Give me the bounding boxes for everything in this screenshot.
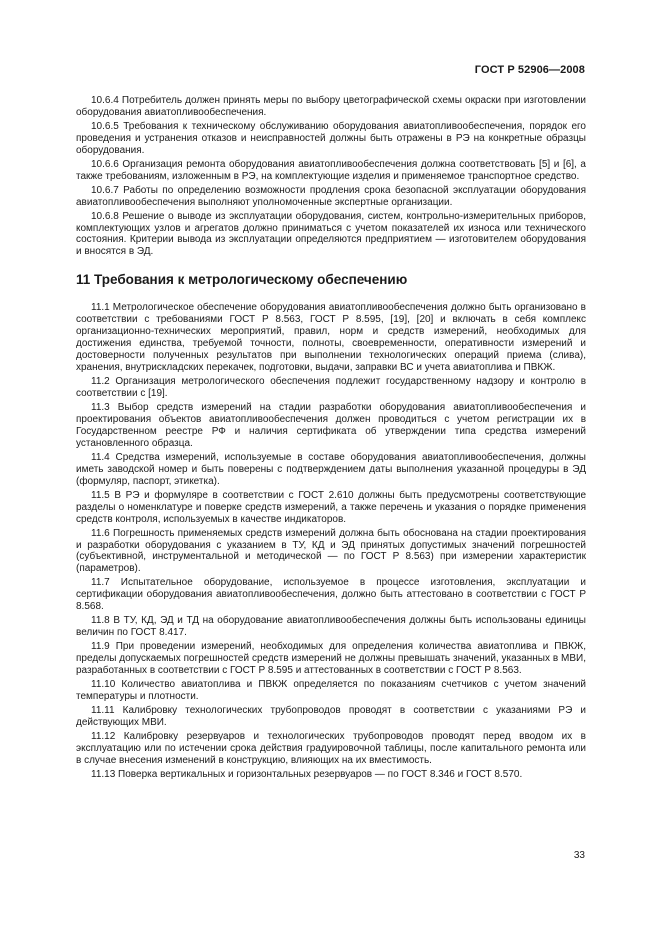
paragraph-10-6-5: 10.6.5 Требования к техническому обслуживанию оборудования авиатопливообеспечения, порядок его проведения и устранения отказов и неисправностей должны быть отражены в РЭ на конкретные образцы оборудования. <box>76 120 586 156</box>
paragraph-11-7: 11.7 Испытательное оборудование, используемое в процессе изготовления, эксплуатации и сертификации оборудования авиатопливообеспечения, должно быть аттестовано в соответствии с ГОСТ Р 8.568. <box>76 577 586 613</box>
paragraph-11-1: 11.1 Метрологическое обеспечение оборудования авиатопливообеспечения должно быть организовано в соответствии с требованиями ГОСТ Р 8.563, ГОСТ Р 8.595, [19], [20] и включать в себя комплекс организационно-технических мероприятий, правил, норм и средств измерений, необходимых для достижения единства, требуемой точности, полноты, своевременности, оперативности измерений и достоверности полученных результатов при выполнении технологических операций приема (слива), хранения, внутрискладских перекачек, подготовки, выдачи, заправки ВС и учета авиатоплива и ПВКЖ. <box>76 302 586 374</box>
paragraph-11-3: 11.3 Выбор средств измерений на стадии разработки оборудования авиатопливообеспечения и проектирования объектов авиатопливообеспечения должен проводиться с учетом регистрации их в Государственном реестре РФ и наличия сертификата об утверждении типа средства измерений установленного образца. <box>76 402 586 449</box>
paragraph-10-6-6: 10.6.6 Организация ремонта оборудования авиатопливообеспечения должна соответствовать [5] и [6], а также требованиям, изложенным в РЭ, на комплектующие изделия и применяемое транспортное средство. <box>76 158 586 182</box>
paragraph-11-2: 11.2 Организация метрологического обеспечения подлежит государственному надзору и контролю в соответствии с [19]. <box>76 376 586 400</box>
document-body <box>76 95 586 783</box>
paragraph-11-13: 11.13 Поверка вертикальных и горизонтальных резервуаров — по ГОСТ 8.346 и ГОСТ 8.570. <box>91 768 523 780</box>
document-header: ГОСТ Р 52906—2008 <box>474 64 585 76</box>
paragraph-10-6-8: 10.6.8 Решение о выводе из эксплуатации оборудования, систем, контрольно-измерительных приборов, комплектующих узлов и агрегатов должно приниматься с учетом показателей их износа или технического состояния. Критерии вывода из эксплуатации определяются предприятием — изготовителем оборудования и вносятся в ЭД. <box>76 210 586 258</box>
paragraph-11-9: 11.9 При проведении измерений, необходимых для определения количества авиатоплива и ПВКЖ, пределы допускаемых погрешностей средств измерений не должны превышать значений, указанных в МВИ, разработанных в соответствии с ГОСТ Р 8.595 и аттестованных в соответствии с ГОСТ Р 8.563. <box>76 641 586 677</box>
paragraph-11-4: 11.4 Средства измерений, используемые в составе оборудования авиатопливообеспечения, должны иметь заводской номер и быть поверены с подтверждением даты выполнения указанной процедуры в ЭД (формуляр, паспорт, этикетка). <box>76 451 586 487</box>
paragraph-11-6: 11.6 Погрешность применяемых средств измерений должна быть обоснована на стадии проектирования и разработки оборудования с указанием в ТУ, КД и ЭД принятых допустимых значений погрешностей (субъективной, инструментальной и методической — по ГОСТ Р 8.563) при измерении характеристик (параметров). <box>76 527 586 575</box>
paragraph-11-12: 11.12 Калибровку резервуаров и технологических трубопроводов проводят перед вводом их в эксплуатацию или по истечении срока действия градуировочной таблицы, после капитального ремонта или в случае внесения изменений в конструкцию, влияющих на их вместимость. <box>76 730 586 766</box>
section-title: 11 Требования к метрологическому обеспечению <box>76 272 408 288</box>
paragraph-11-11: 11.11 Калибровку технологических трубопроводов проводят в соответствии с указаниями РЭ и действующих МВИ. <box>76 704 586 728</box>
paragraph-10-6-4: 10.6.4 Потребитель должен принять меры по выбору цветографической схемы окраски при изготовлении оборудования авиатопливообеспечения. <box>76 95 586 118</box>
paragraph-10-6-7: 10.6.7 Работы по определению возможности продления срока безопасной эксплуатации оборудования авиатопливообеспечения выполняют уполномоченные экспертные организации. <box>76 184 586 208</box>
page-number: 33 <box>573 850 585 861</box>
paragraph-11-8: 11.8 В ТУ, КД, ЭД и ТД на оборудование авиатопливообеспечения должны быть использованы единицы величин по ГОСТ 8.417. <box>76 615 586 639</box>
paragraph-11-10: 11.10 Количество авиатоплива и ПВКЖ определяется по показаниям счетчиков с учетом значений температуры и плотности. <box>76 678 586 702</box>
paragraph-11-5: 11.5 В РЭ и формуляре в соответствии с ГОСТ 2.610 должны быть предусмотрены соответствующие разделы о номенклатуре и поверке средств измерений, а также перечень и указания о порядке применения средств контроля, используемых в качестве индикаторов. <box>76 489 586 525</box>
